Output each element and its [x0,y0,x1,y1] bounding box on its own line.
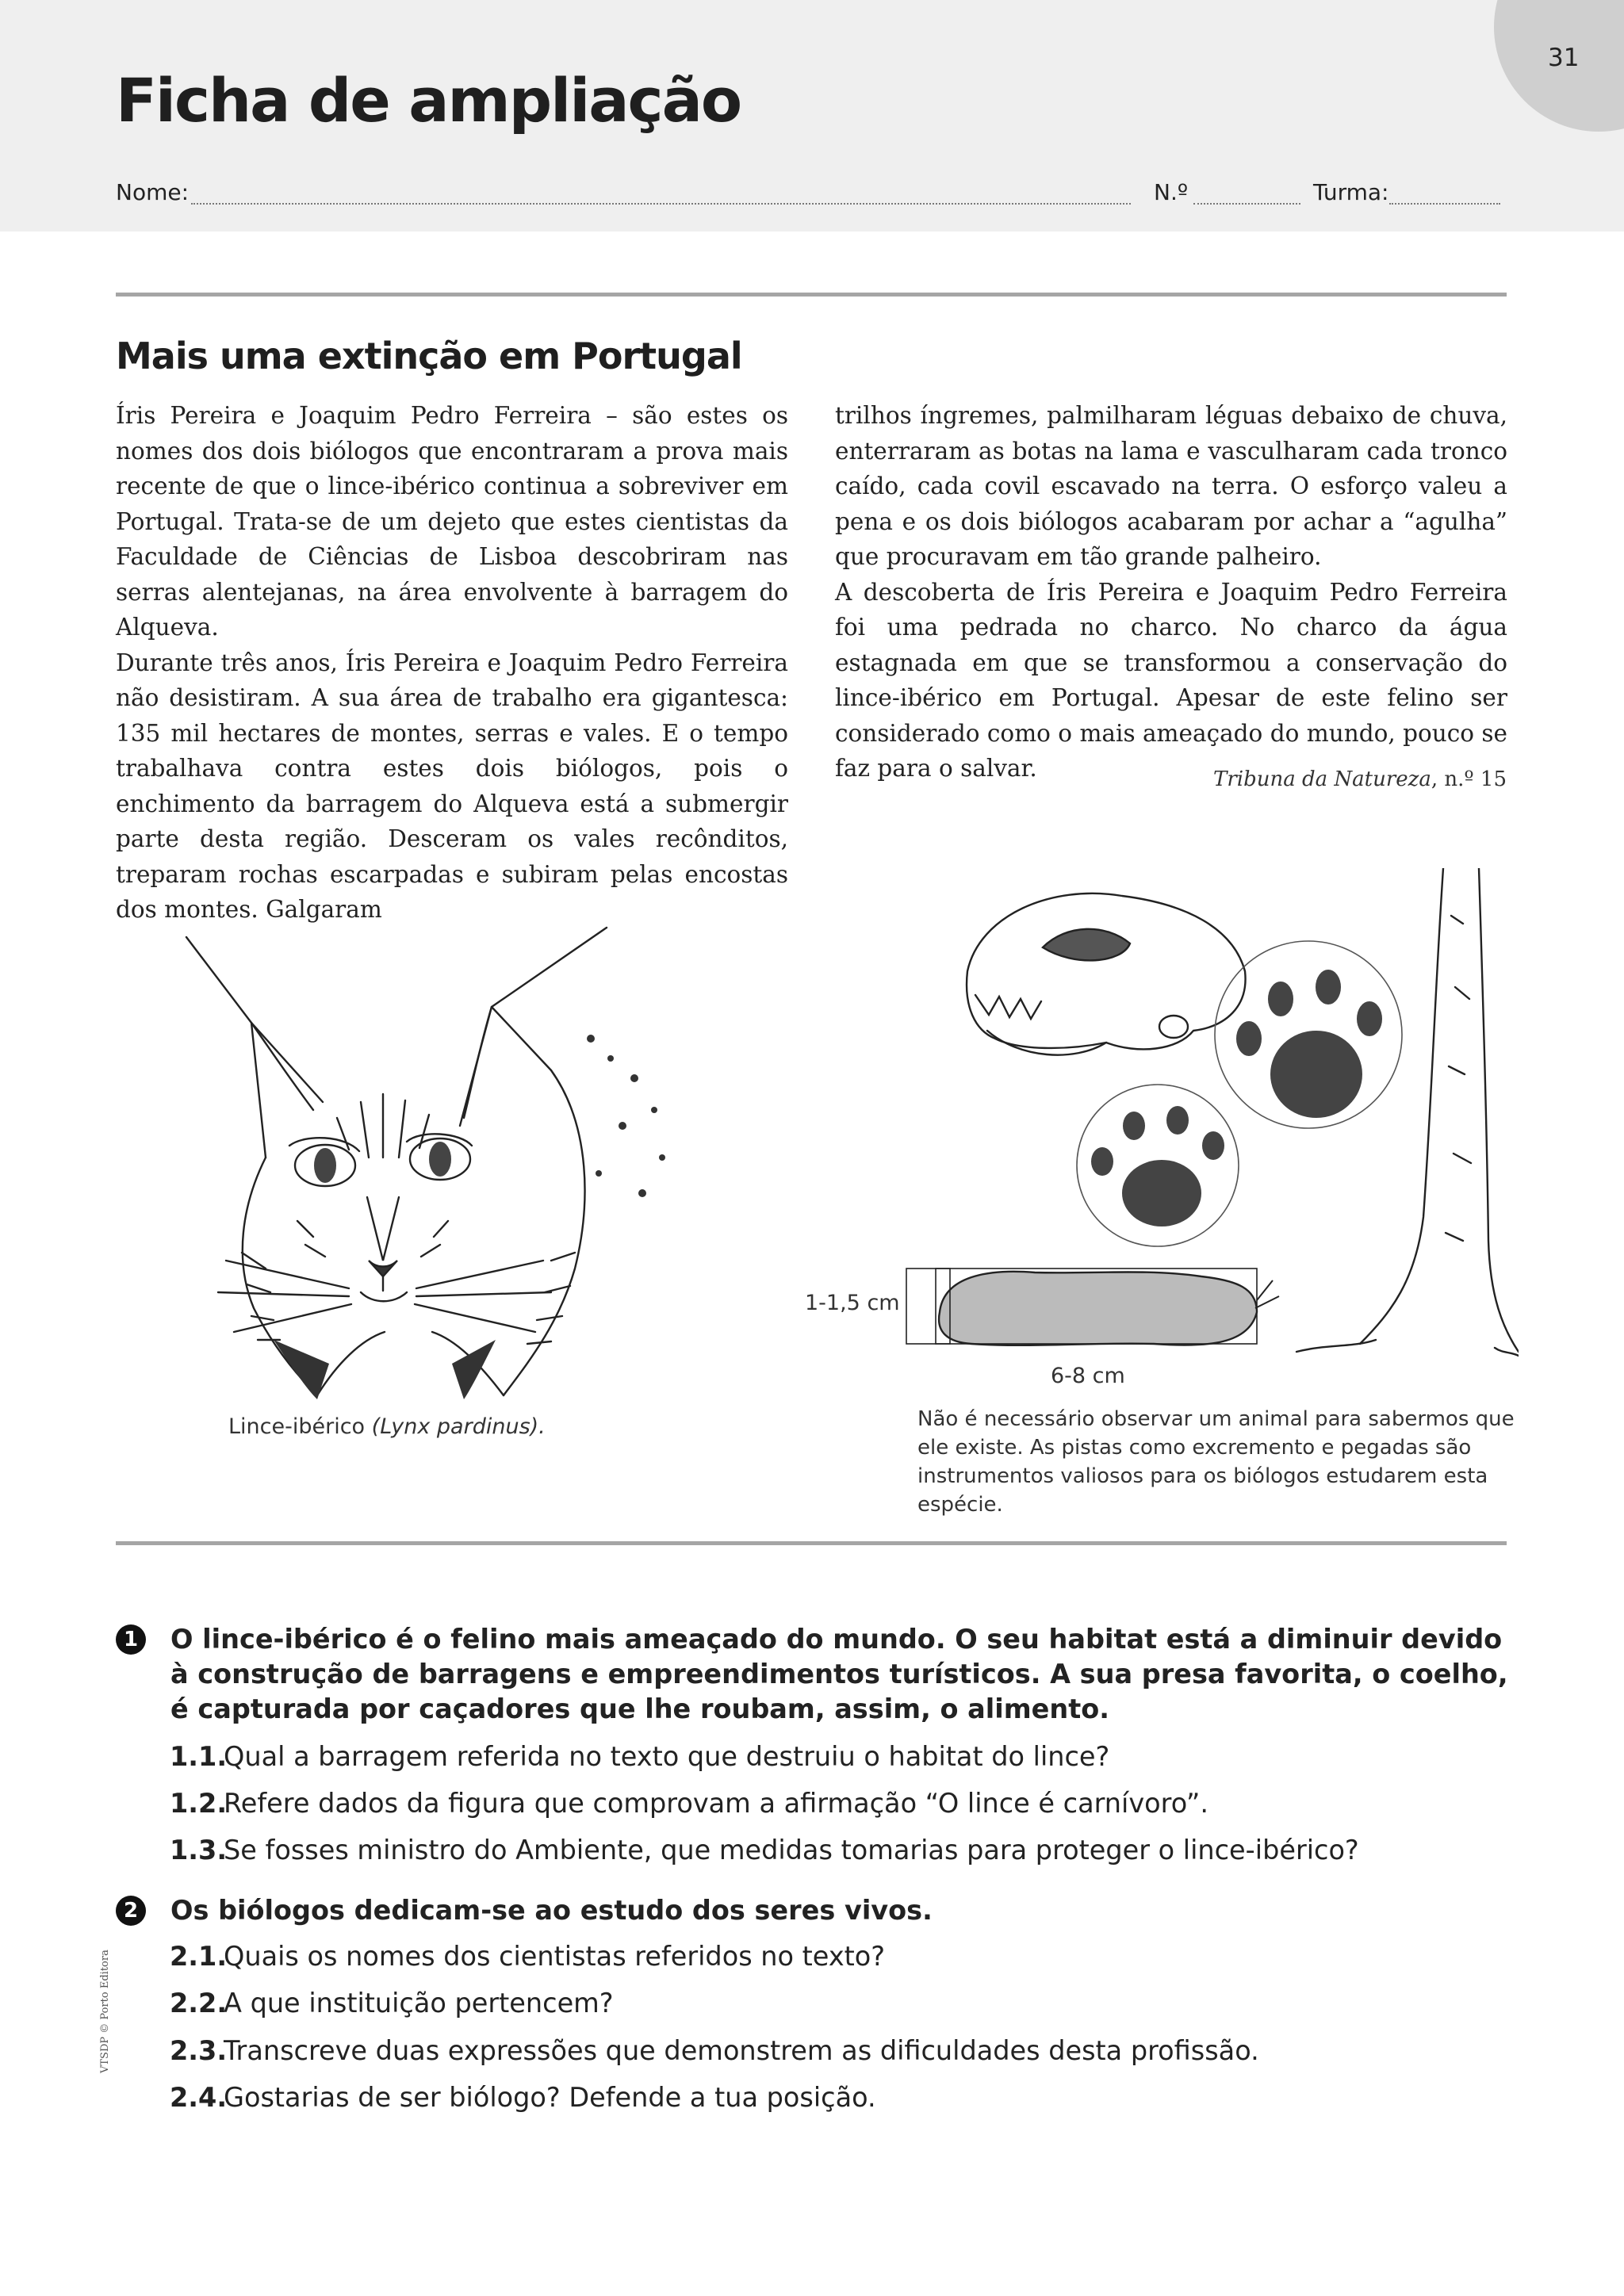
sub-question [170,1741,1109,1772]
sub-question [170,1835,1359,1866]
bottom-divider [116,1541,1507,1545]
scat-length-label: 6-8 cm [1051,1364,1125,1388]
article-column-right [835,398,1507,786]
article-source [833,767,1507,791]
sub-question-number: 1.2. [170,1788,228,1819]
sub-question-text: Refere dados da figura que comprovam a afirmação “O lince é carnívoro”. [224,1788,1209,1819]
number-field[interactable] [1193,203,1300,205]
article-paragraph: Íris Pereira e Joaquim Pedro Ferreira – são estes os nomes dos dois biólogos que encontraram a prova mais recente de que o lince-ibérico continua a sobreviver em Portugal. Trata-se de um dejeto que estes cientistas da Faculdade de Ciências de Lisboa descobriram nas serras alentejanas, na área envolvente à barragem do Alqueva. [116,402,788,641]
article-paragraph: Durante três anos, Íris Pereira e Joaquim Pedro Ferreira não desistiram. A sua área de trabalho era gigantesca: 135 mil hectares de montes, serras e vales. E o tempo trabalhava contra estes dois biólogos, pois o enchimento da barragem do Alqueva está a submergir parte desta região. Desceram os vales recônditos, treparam rochas escarpadas e subiram pelas encostas dos montes. Galgaram [116,649,788,923]
article-column-left [116,398,788,928]
sub-question-text: Quais os nomes dos cientistas referidos no texto? [224,1941,886,1972]
sub-question-number: 2.2. [170,1988,228,2019]
article-title: Mais uma extinção em Portugal [116,335,742,377]
paw-print-large [1236,970,1382,1118]
sub-question [170,1941,885,1972]
class-label: Turma: [1313,179,1389,205]
source-publication: Tribuna da Natureza [1213,767,1431,791]
sub-question [170,2035,1259,2066]
sub-question-text: Gostarias de ser biólogo? Defende a tua posição. [224,2082,876,2113]
question-number: 1 [116,1624,146,1655]
tracks-caption: Não é necessário observar um animal para sabermos que ele existe. As pistas como excremento e pegadas são instrumentos valiosos para os biólogos estudarem esta espécie. [917,1407,1515,1517]
sub-question [170,2082,876,2113]
worksheet-title: Ficha de ampliação [116,65,741,136]
article-paragraph: trilhos íngremes, palmilharam léguas debaixo de chuva, enterraram as botas na lama e vasculharam cada tronco caído, cada covil escavado na terra. O esforço valeu a pena e os dois biólogos acabaram por achar a “agulha” que procuravam em tão grande palheiro. [835,402,1507,570]
sub-question-text: Transcreve duas expressões que demonstrem as dificuldades desta profissão. [224,2035,1259,2066]
paw-print-small [1091,1106,1224,1226]
sub-question-number: 2.4. [170,2082,228,2113]
name-label: Nome: [116,179,190,205]
sub-question [170,1788,1208,1819]
source-issue: , n.º 15 [1431,767,1507,791]
class-field[interactable] [1389,203,1500,205]
sub-question-number: 2.3. [170,2035,228,2066]
number-label: N.º [1154,179,1189,205]
sub-question-text: Qual a barragem referida no texto que destruiu o habitat do lince? [224,1741,1110,1772]
question-number: 2 [116,1896,146,1926]
scat-height-label: 1-1,5 cm [805,1291,900,1315]
publisher-credit: VTSDP © Porto Editora [99,1950,111,2073]
article-paragraph: A descoberta de Íris Pereira e Joaquim Pedro Ferreira foi uma pedrada no charco. No charco da água estagnada em que se transformou a conservação do lince-ibérico em Portugal. Apesar de este felino ser considerado como o mais ameaçado do mundo, pouco se faz para o salvar. [835,578,1507,782]
page-number: 31 [1548,44,1580,72]
sub-question-number: 1.1. [170,1741,228,1772]
sub-question-number: 1.3. [170,1835,228,1866]
lynx-caption [228,1414,546,1439]
sub-question-text: A que instituição pertencem? [224,1988,614,2019]
tracks-illustration [805,868,1519,1391]
question-stem: Os biólogos dedicam-se ao estudo dos seres vivos. [170,1895,933,1926]
scat-drawing [939,1272,1257,1345]
name-field[interactable] [191,203,1131,205]
lynx-illustration [178,920,749,1403]
question-stem: O lince-ibérico é o felino mais ameaçado do mundo. O seu habitat está a diminuir devido à construção de barragens e empreendimentos turísticos. A sua presa favorita, o coelho, é capturada por caçadores que lhe roubam, assim, o alimento. [170,1624,1508,1724]
sub-question-number: 2.1. [170,1941,228,1972]
sub-question-text: Se fosses ministro do Ambiente, que medidas tomarias para proteger o lince-ibérico? [224,1835,1359,1866]
skull-drawing [967,894,1246,1050]
lynx-scientific-name: (Lynx pardinus). [371,1414,546,1439]
top-divider [116,293,1507,297]
lynx-caption-text: Lince-ibérico [228,1414,372,1439]
sub-question [170,1988,614,2019]
